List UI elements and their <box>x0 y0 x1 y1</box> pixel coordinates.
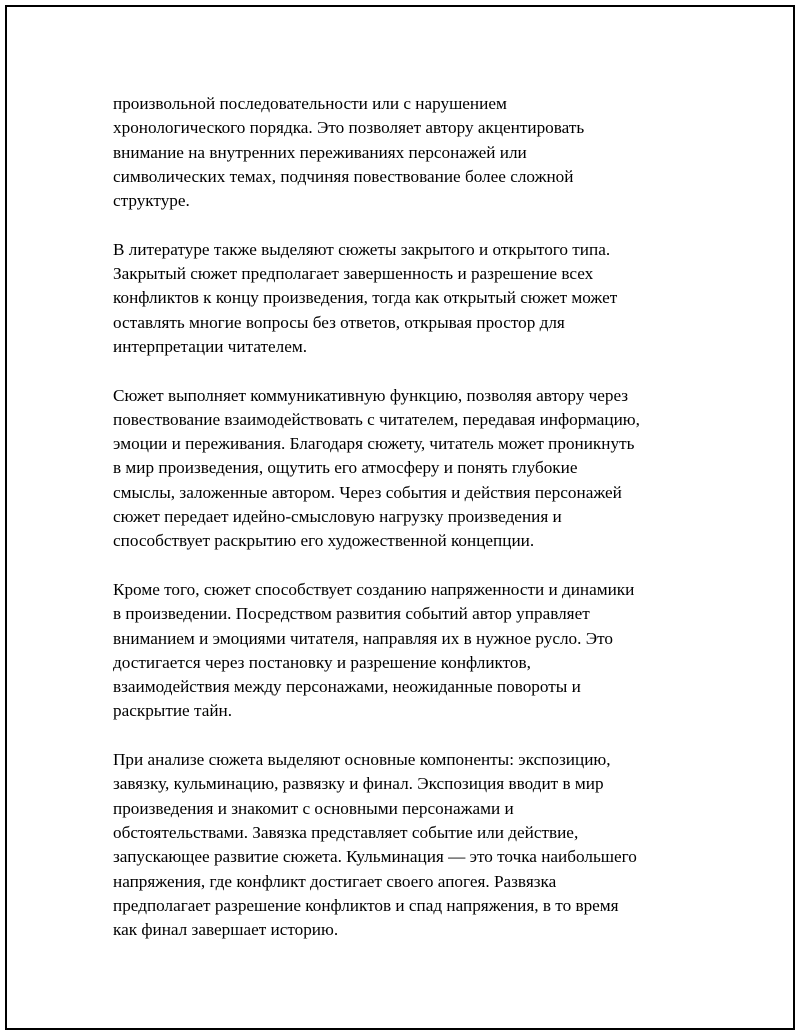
text-line: Сюжет выполняет коммуникативную функцию, позволяя автору через <box>113 385 629 405</box>
text-line: Кроме того, сюжет способствует созданию напряженности и динамики <box>113 579 635 599</box>
text-line: в мир произведения, ощутить его атмосферу и понять глубокие <box>113 458 578 478</box>
paragraph <box>113 578 703 724</box>
text-line: конфликтов к концу произведения, тогда как открытый сюжет может <box>113 288 618 308</box>
text-line: сюжет передает идейно-смысловую нагрузку произведения и <box>113 507 562 527</box>
text-line: хронологического порядка. Это позволяет автору акцентировать <box>113 118 585 138</box>
paragraph <box>113 92 703 213</box>
text-line: как финал завершает историю. <box>113 920 339 940</box>
document-body <box>113 92 703 967</box>
paragraph <box>113 384 703 554</box>
paragraph <box>113 238 703 359</box>
text-line: смыслы, заложенные автором. Через события и действия персонажей <box>113 482 622 502</box>
text-line: оставлять многие вопросы без ответов, открывая простор для <box>113 312 565 332</box>
text-line: предполагает разрешение конфликтов и спад напряжения, в то время <box>113 895 619 915</box>
text-line: В литературе также выделяют сюжеты закрытого и открытого типа. <box>113 239 611 259</box>
text-line: взаимодействия между персонажами, неожиданные повороты и <box>113 677 581 697</box>
text-line: внимание на внутренних переживаниях персонажей или <box>113 142 527 162</box>
text-line: завязку, кульминацию, развязку и финал. Экспозиция вводит в мир <box>113 774 604 794</box>
text-line: интерпретации читателем. <box>113 336 308 356</box>
text-line: Закрытый сюжет предполагает завершенность и разрешение всех <box>113 264 594 284</box>
text-line: вниманием и эмоциями читателя, направляя их в нужное русло. Это <box>113 628 613 648</box>
text-line: структуре. <box>113 191 190 211</box>
paragraph <box>113 748 703 942</box>
text-line: повествование взаимодействовать с читателем, передавая информацию, <box>113 409 640 429</box>
text-line: запускающее развитие сюжета. Кульминация — это точка наибольшего <box>113 847 637 867</box>
text-line: При анализе сюжета выделяют основные компоненты: экспозицию, <box>113 750 611 770</box>
text-line: способствует раскрытию его художественной концепции. <box>113 531 535 551</box>
text-line: произведения и знакомит с основными персонажами и <box>113 798 514 818</box>
text-line: раскрытие тайн. <box>113 701 233 721</box>
text-line: напряжения, где конфликт достигает своего апогея. Развязка <box>113 871 557 891</box>
text-line: эмоции и переживания. Благодаря сюжету, читатель может проникнуть <box>113 434 635 454</box>
text-line: достигается через постановку и разрешение конфликтов, <box>113 652 531 672</box>
text-line: обстоятельствами. Завязка представляет событие или действие, <box>113 822 579 842</box>
text-line: произвольной последовательности или с нарушением <box>113 94 507 113</box>
text-line: в произведении. Посредством развития событий автор управляет <box>113 604 590 624</box>
text-line: символических темах, подчиняя повествование более сложной <box>113 166 574 186</box>
